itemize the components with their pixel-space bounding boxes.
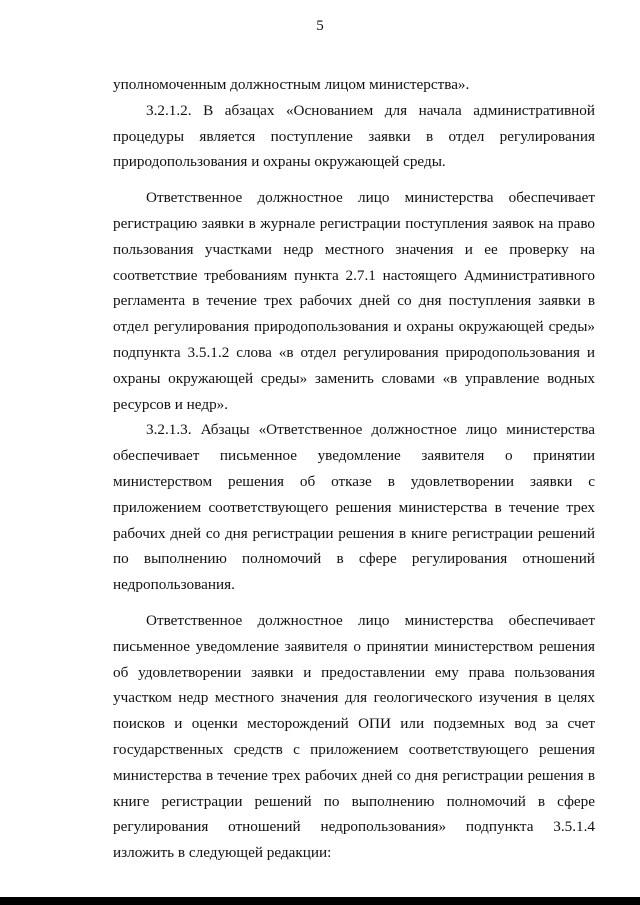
- paragraph-4: 3.2.1.3. Абзацы «Ответственное должностное лицо министерства обеспечивает письменное уведомление заявителя о принятии министерством решения об отказе в удовлетворении заявки с приложением соответствующего решения министерства в течение трех рабочих дней со дня регистрации решения в книге регистрации решений по выполнению полномочий в сфере регулирования отношений недропользования.: [113, 421, 595, 594]
- page-number: 5: [316, 18, 324, 34]
- paragraph-3: Ответственное должностное лицо министерства обеспечивает регистрацию заявки в журнале регистрации поступления заявок на право пользования участками недр местного значения и ее проверку на соответствие требованиям пункта 2.7.1 настоящего Административного регламента в течение трех рабочих дней со дня поступления заявки в отдел регулирования природопользования и охраны окружающей среды» подпункта 3.5.1.2 слова «в отдел регулирования природопользования и охраны окружающей среды» заменить словами «в управление водных ресурсов и недр».: [113, 189, 595, 413]
- paragraph-2: 3.2.1.2. В абзацах «Основанием для начала административной процедуры является поступление заявки в отдел регулирования природопользования и охраны окружающей среды.: [113, 101, 595, 171]
- paragraph-1: уполномоченным должностным лицом министерства».: [113, 76, 470, 93]
- paragraph-5: Ответственное должностное лицо министерства обеспечивает письменное уведомление заявителя о принятии министерством решения об удовлетворении заявки и предоставлении ему права пользования участком недр местного значения для геологического изучения в целях поисков и оценки месторождений ОПИ или подземных вод за счет государственных средств с приложением соответствующего решения министерства в течение трех рабочих дней со дня регистрации решения в книге регистрации решений по выполнению полномочий в сфере регулирования отношений недропользования» подпункта 3.5.1.4 изложить в следующей редакции:: [113, 611, 595, 862]
- document-body: [113, 72, 595, 866]
- page-bottom-edge: [0, 897, 640, 905]
